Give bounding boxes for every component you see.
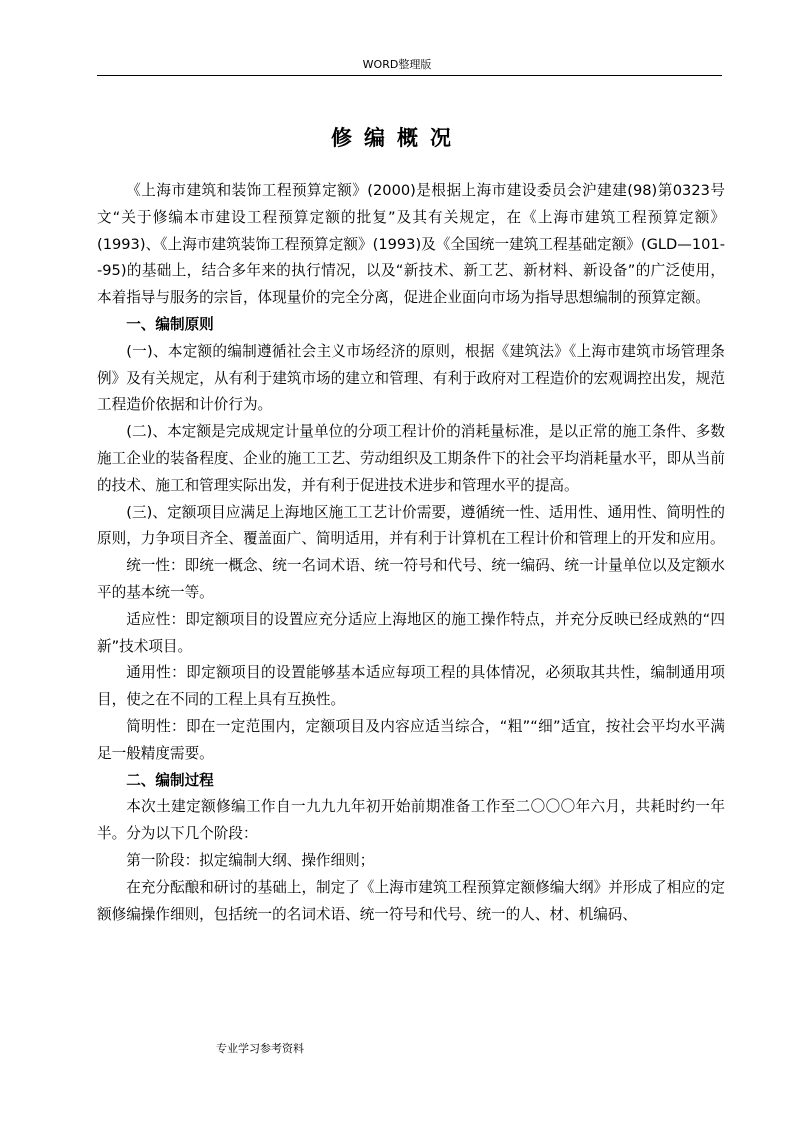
page-header: WORD整理版 xyxy=(362,58,432,71)
paragraph: 在充分酝酿和研讨的基础上，制定了《上海市建筑工程预算定额修编大纲》并形成了相应的定额修编操作细则，包括统一的名词术语、统一符号和代号、统一的人、材、机编码、 xyxy=(97,878,725,923)
document-title: 修编概况 xyxy=(331,125,463,150)
paragraph: 适应性：即定额项目的设置应充分适应上海地区的施工操作特点，并充分反映已经成熟的“四新”技术项目。 xyxy=(97,610,725,655)
header-rule xyxy=(97,75,722,76)
paragraph-intro: 《上海市建筑和装饰工程预算定额》(2000)是根据上海市建设委员会沪建建(98)第0323号文“关于修编本市建设工程预算定额的批复”及其有关规定，在《上海市建筑工程预算定额》(1993)、《上海市建筑装饰工程预算定额》(1993)及《全国统一建筑工程基础定额》(GLD—101--95)的基础上，结合多年来的执行情况，以及“新技术、新工艺、新材料、新设备”的广泛使用，本着指导与服务的宗旨，体现量价的完全分离，促进企业面向市场为指导思想编制的预算定额。 xyxy=(97,182,725,307)
page-footer: 专业学习参考资料 xyxy=(216,1042,304,1055)
paragraph: (一)、本定额的编制遵循社会主义市场经济的原则，根据《建筑法》《上海市建筑市场管理条例》及有关规定，从有利于建筑市场的建立和管理、有利于政府对工程造价的宏观调控出发，规范工程造价依据和计价行为。 xyxy=(97,342,725,414)
paragraph: 本次土建定额修编工作自一九九九年初开始前期准备工作至二〇〇〇年六月，共耗时约一年半。分为以下几个阶段： xyxy=(97,798,725,843)
paragraph: 统一性：即统一概念、统一名词术语、统一符号和代号、统一编码、统一计量单位以及定额水平的基本统一等。 xyxy=(97,557,725,601)
paragraph: 简明性：即在一定范围内，定额项目及内容应适当综合，“粗”“细”适宜，按社会平均水平满足一般精度需要。 xyxy=(97,717,725,762)
paragraph: 通用性：即定额项目的设置能够基本适应每项工程的具体情况，必须取其共性，编制通用项目，使之在不同的工程上具有互换性。 xyxy=(97,664,725,709)
section-heading: 一、编制原则 xyxy=(126,315,214,333)
paragraph: (三)、定额项目应满足上海地区施工工艺计价需要，遵循统一性、适用性、通用性、简明性的原则，力争项目齐全、覆盖面广、简明适用，并有利于计算机在工程计价和管理上的开发和应用。 xyxy=(97,503,725,548)
section-heading: 二、编制过程 xyxy=(126,771,214,789)
document-body xyxy=(97,178,725,928)
paragraph: (二)、本定额是完成规定计量单位的分项工程计价的消耗量标准，是以正常的施工条件、多数施工企业的装备程度、企业的施工工艺、劳动组织及工期条件下的社会平均消耗量水平，即从当前的技术、施工和管理实际出发，并有利于促进技术进步和管理水平的提高。 xyxy=(97,423,725,494)
paragraph: 第一阶段：拟定编制大纲、操作细则； xyxy=(126,851,375,869)
